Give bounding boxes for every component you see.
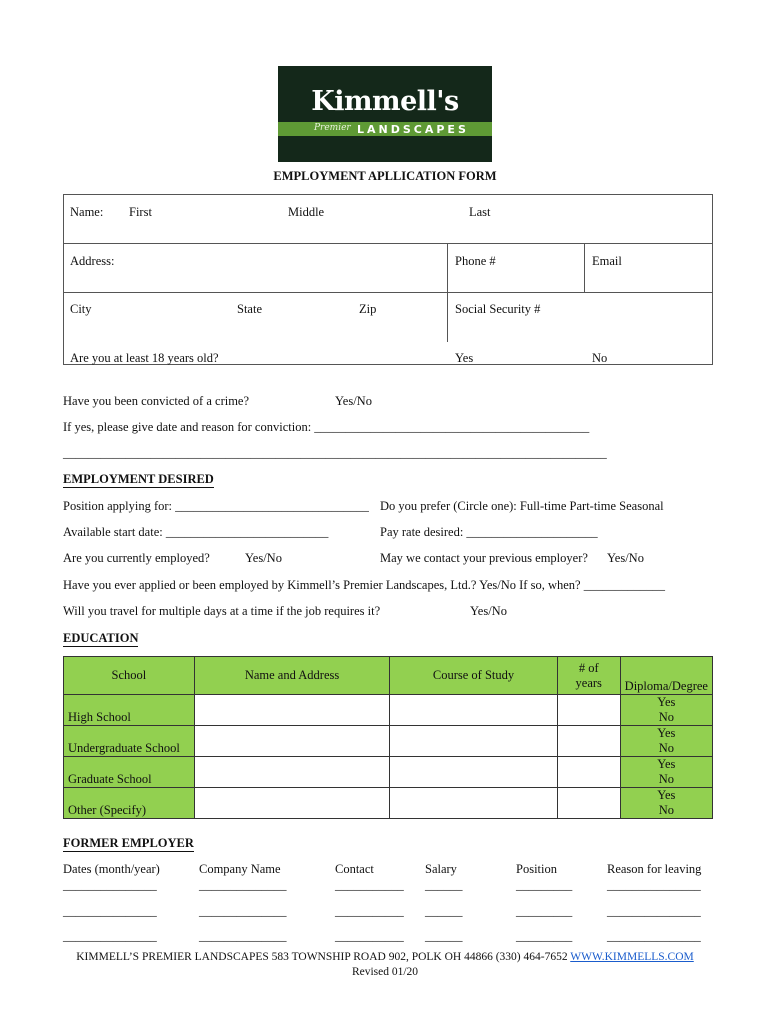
salary-blank[interactable]: ______	[425, 878, 463, 892]
col-salary: Salary	[425, 862, 457, 876]
former-employer-heading: FORMER EMPLOYER	[63, 836, 194, 850]
reason-blank[interactable]: _______________	[607, 929, 701, 943]
position-blank[interactable]: _________	[516, 878, 573, 892]
start-date-field[interactable]: Available start date: __________________________	[63, 525, 329, 539]
undergrad-name-cell[interactable]	[194, 726, 389, 757]
undergrad-years-cell[interactable]	[557, 726, 620, 757]
state-field[interactable]: State	[237, 302, 262, 316]
graduate-years-cell[interactable]	[557, 757, 620, 788]
logo-brand: Kimmell's	[311, 86, 459, 117]
high-school-name-cell[interactable]	[194, 695, 389, 726]
col-dates: Dates (month/year)	[63, 862, 160, 876]
other-years-cell[interactable]	[557, 788, 620, 819]
name-label: Name:	[70, 205, 104, 219]
col-position: Position	[516, 862, 557, 876]
conviction-details[interactable]: If yes, please give date and reason for conviction: ____________________________________________	[63, 420, 590, 434]
row-other: Other (Specify)	[64, 788, 195, 819]
header-course: Course of Study	[390, 657, 558, 695]
travel-options[interactable]: Yes/No	[470, 604, 507, 618]
website-link[interactable]: WWW.KIMMELLS.COM	[570, 951, 694, 963]
other-course-cell[interactable]	[390, 788, 558, 819]
table-row	[64, 726, 713, 757]
graduate-course-cell[interactable]	[390, 757, 558, 788]
col-contact: Contact	[335, 862, 374, 876]
currently-employed-options[interactable]: Yes/No	[245, 551, 282, 565]
undergrad-course-cell[interactable]	[390, 726, 558, 757]
company-logo	[278, 66, 492, 162]
crime-options[interactable]: Yes/No	[335, 394, 372, 408]
age-yes-option[interactable]: Yes	[455, 351, 474, 365]
undergrad-diploma-cell[interactable]: Yes No	[620, 726, 712, 757]
company-blank[interactable]: ______________	[199, 929, 287, 943]
employment-desired-heading: EMPLOYMENT DESIRED	[63, 472, 214, 486]
first-name-field[interactable]: First	[129, 205, 152, 219]
middle-name-field[interactable]: Middle	[288, 205, 325, 219]
other-diploma-cell[interactable]: Yes No	[620, 788, 712, 819]
header-years: # of years	[557, 657, 620, 695]
address-field[interactable]: Address:	[70, 254, 115, 268]
table-row	[64, 695, 713, 726]
header-name-address: Name and Address	[194, 657, 389, 695]
other-name-cell[interactable]	[194, 788, 389, 819]
age-no-option[interactable]: No	[592, 351, 608, 365]
contact-blank[interactable]: ___________	[335, 904, 404, 918]
education-header-row	[64, 657, 713, 695]
education-heading: EDUCATION	[63, 631, 139, 645]
pay-rate-field[interactable]: Pay rate desired: _____________________	[380, 525, 598, 539]
dates-blank[interactable]: _______________	[63, 929, 157, 943]
row-graduate: Graduate School	[64, 757, 195, 788]
revision-note: Revised 01/20	[351, 966, 419, 978]
footer-address	[0, 951, 770, 963]
footer-text: KIMMELL’S PREMIER LANDSCAPES 583 TOWNSHIP ROAD 902, POLK OH 44866 (330) 464-7652	[76, 951, 568, 963]
position-blank[interactable]: _________	[516, 904, 573, 918]
contact-employer-options[interactable]: Yes/No	[607, 551, 644, 565]
header-diploma: Diploma/Degree	[620, 657, 712, 695]
header-school: School	[64, 657, 195, 695]
position-blank[interactable]: _________	[516, 929, 573, 943]
reason-blank[interactable]: _______________	[607, 878, 701, 892]
graduate-name-cell[interactable]	[194, 757, 389, 788]
table-row	[64, 788, 713, 819]
col-company: Company Name	[199, 862, 281, 876]
reason-blank[interactable]: _______________	[607, 904, 701, 918]
high-school-course-cell[interactable]	[390, 695, 558, 726]
ssn-field[interactable]: Social Security #	[455, 302, 541, 316]
city-field[interactable]: City	[70, 302, 92, 316]
logo-landscapes: LANDSCAPES	[357, 123, 469, 136]
age-question: Are you at least 18 years old?	[70, 351, 219, 365]
salary-blank[interactable]: ______	[425, 904, 463, 918]
graduate-diploma-cell[interactable]: Yes No	[620, 757, 712, 788]
last-name-field[interactable]: Last	[469, 205, 491, 219]
email-field[interactable]: Email	[592, 254, 622, 268]
zip-field[interactable]: Zip	[359, 302, 377, 316]
row-high-school: High School	[64, 695, 195, 726]
contact-employer-question: May we contact your previous employer?	[380, 551, 588, 565]
dates-blank[interactable]: _______________	[63, 904, 157, 918]
high-school-years-cell[interactable]	[557, 695, 620, 726]
salary-blank[interactable]: ______	[425, 929, 463, 943]
education-table	[63, 656, 713, 819]
company-blank[interactable]: ______________	[199, 878, 287, 892]
row-undergraduate: Undergraduate School	[64, 726, 195, 757]
high-school-diploma-cell[interactable]: Yes No	[620, 695, 712, 726]
table-row	[64, 757, 713, 788]
schedule-preference[interactable]: Do you prefer (Circle one): Full-time Part-time Seasonal	[380, 499, 664, 513]
travel-question: Will you travel for multiple days at a time if the job requires it?	[63, 604, 381, 618]
form-title: EMPLOYMENT APLLICATION FORM	[273, 169, 497, 183]
company-blank[interactable]: ______________	[199, 904, 287, 918]
crime-question: Have you been convicted of a crime?	[63, 394, 250, 408]
applied-before-question[interactable]: Have you ever applied or been employed by Kimmell’s Premier Landscapes, Ltd.? Yes/No If so, when? _____________	[63, 578, 665, 592]
logo-premier: Premier	[314, 123, 351, 133]
contact-blank[interactable]: ___________	[335, 878, 404, 892]
conviction-blank-line[interactable]: _______________________________________________________________________________________	[63, 446, 607, 460]
phone-field[interactable]: Phone #	[455, 254, 496, 268]
col-reason: Reason for leaving	[607, 862, 702, 876]
currently-employed-question: Are you currently employed?	[63, 551, 210, 565]
position-field[interactable]: Position applying for: _______________________________	[63, 499, 369, 513]
contact-blank[interactable]: ___________	[335, 929, 404, 943]
dates-blank[interactable]: _______________	[63, 878, 157, 892]
